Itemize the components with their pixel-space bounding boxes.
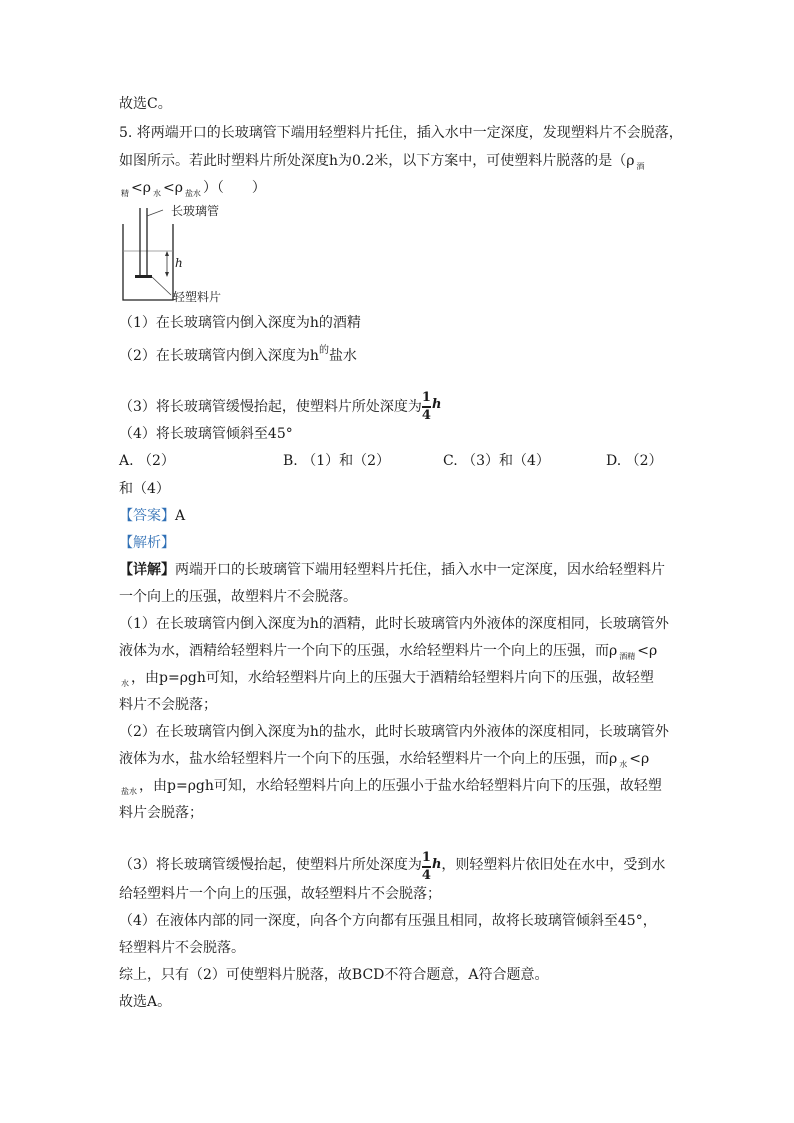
prev-answer-line: 故选C。 <box>119 96 172 112</box>
option-2-superscript: 的 <box>318 345 329 356</box>
rho-subscript: 水 <box>619 760 628 769</box>
choice-c: C. （3）和（4） <box>443 453 550 469</box>
point-3-line-2: 给轻塑料片一个向上的压强，故轻塑料片不会脱落； <box>119 886 441 902</box>
tube-label: 长玻璃管 <box>171 204 220 218</box>
question-text: <ρ <box>131 180 151 196</box>
option-2 <box>119 346 357 368</box>
option-2-text-end: 盐水 <box>328 348 357 364</box>
point-2-line-4: 料片会脱落； <box>119 805 203 821</box>
rho-subscript: 盐水 <box>121 787 137 796</box>
point-2-text: 液体为水，盐水给轻塑料片一个向下的压强，水给轻塑料片一个向上的压强，而ρ <box>119 751 618 767</box>
depth-label: h <box>175 256 183 270</box>
fraction-variable: h <box>431 856 442 872</box>
point-2-text: <ρ <box>629 751 650 767</box>
question-line-2 <box>119 151 647 173</box>
rho-subscript: 酒精 <box>619 652 636 661</box>
option-2-text: （2）在长玻璃管内倒入深度为h <box>119 348 319 364</box>
fraction-variable: h <box>431 396 442 412</box>
detail-line-1 <box>119 560 665 580</box>
beaker-outline <box>123 224 173 300</box>
detail-text: 两端开口的长玻璃管下端用轻塑料片托住，插入水中一定深度，因水给轻塑料片 <box>175 562 665 578</box>
depth-arrow-head-down <box>165 272 169 277</box>
fraction-numerator: 1 <box>421 850 431 865</box>
analysis-tag: 【解析】 <box>119 535 175 551</box>
question-line-2-text: 如图所示。若此时塑料片所处深度h为0.2米，以下方案中，可使塑料片脱落的是（ρ <box>119 153 635 169</box>
sheet-label: 轻塑料片 <box>173 290 222 304</box>
choice-d: D. （2） <box>606 453 663 469</box>
choice-a: A. （2） <box>119 453 175 469</box>
depth-arrow-head-up <box>165 251 169 256</box>
question-line-3 <box>119 178 266 200</box>
point-2-line-1: （2）在长玻璃管内倒入深度为h的盐水，此时长玻璃管内外液体的深度相同，长玻璃管外 <box>119 724 669 740</box>
rho-subscript: 水 <box>152 189 161 198</box>
question-text: ）（ ） <box>202 180 266 196</box>
detail-line-2: 一个向上的压强，故塑料片不会脱落。 <box>119 589 357 605</box>
answer-value: A <box>175 508 186 524</box>
point-1-line-2 <box>119 641 657 663</box>
option-1: （1）在长玻璃管内倒入深度为h的酒精 <box>119 315 361 331</box>
plastic-sheet <box>135 275 152 278</box>
tube-label-leader <box>147 210 163 216</box>
point-1-line-3 <box>119 668 654 690</box>
quarter-h-fraction <box>422 390 442 424</box>
choice-d-continued: 和（4） <box>119 481 170 497</box>
sheet-label-leader <box>152 277 171 295</box>
choice-b: B. （1）和（2） <box>283 453 391 469</box>
answer-line <box>119 506 185 526</box>
point-1-line-4: 料片不会脱落； <box>119 697 217 713</box>
point-2-text: ，由p=ρgh可知，水给轻塑料片向上的压强小于盐水给轻塑料片向下的压强，故轻塑 <box>139 778 662 794</box>
point-1-line-1: （1）在长玻璃管内倒入深度为h的酒精，此时长玻璃管内外液体的深度相同，长玻璃管外 <box>119 616 669 632</box>
final-answer-line: 故选A。 <box>119 994 172 1010</box>
option-4: （4）将长玻璃管倾斜至45° <box>119 426 293 442</box>
point-1-text: 液体为水，酒精给轻塑料片一个向下的压强，水给轻塑料片一个向上的压强，而ρ <box>119 643 618 659</box>
fraction-numerator: 1 <box>421 390 431 405</box>
rho-subscript: 盐水 <box>184 189 201 198</box>
answer-tag: 【答案】 <box>119 508 175 524</box>
quarter-h-fraction <box>422 850 442 884</box>
question-line-1: 5. 将两端开口的长玻璃管下端用轻塑料片托住，插入水中一定深度，发现塑料片不会脱落， <box>119 125 683 141</box>
fraction-denominator: 4 <box>421 867 431 883</box>
option-3-text: （3）将长玻璃管缓慢抬起，使塑料片所处深度为 <box>119 399 422 415</box>
tube-diagram <box>119 202 259 310</box>
point-1-text: ，由p=ρgh可知，水给轻塑料片向上的压强大于酒精给轻塑料片向下的压强，故轻塑 <box>131 670 654 686</box>
point-3-text-end: ，则轻塑料片依旧处在水中，受到水 <box>441 857 666 873</box>
rho-subscript: 酒 <box>636 162 645 171</box>
fraction-denominator: 4 <box>421 407 431 423</box>
summary-line: 综上，只有（2）可使塑料片脱落，故BCD不符合题意，A符合题意。 <box>119 967 549 983</box>
point-2-line-3 <box>119 776 662 798</box>
point-2-line-2 <box>119 749 649 771</box>
question-text: <ρ <box>162 180 183 196</box>
point-4-line-1: （4）在液体内部的同一深度，向各个方向都有压强且相同，故将长玻璃管倾斜至45°， <box>119 913 657 929</box>
choices-row <box>119 451 679 471</box>
rho-subscript: 精 <box>121 189 129 198</box>
point-4-line-2: 轻塑料片不会脱落。 <box>119 940 245 956</box>
point-1-text: <ρ <box>637 643 658 659</box>
point-3-text: （3）将长玻璃管缓慢抬起，使塑料片所处深度为 <box>119 857 422 873</box>
detail-tag: 【详解】 <box>119 562 175 578</box>
rho-subscript: 水 <box>121 679 129 688</box>
